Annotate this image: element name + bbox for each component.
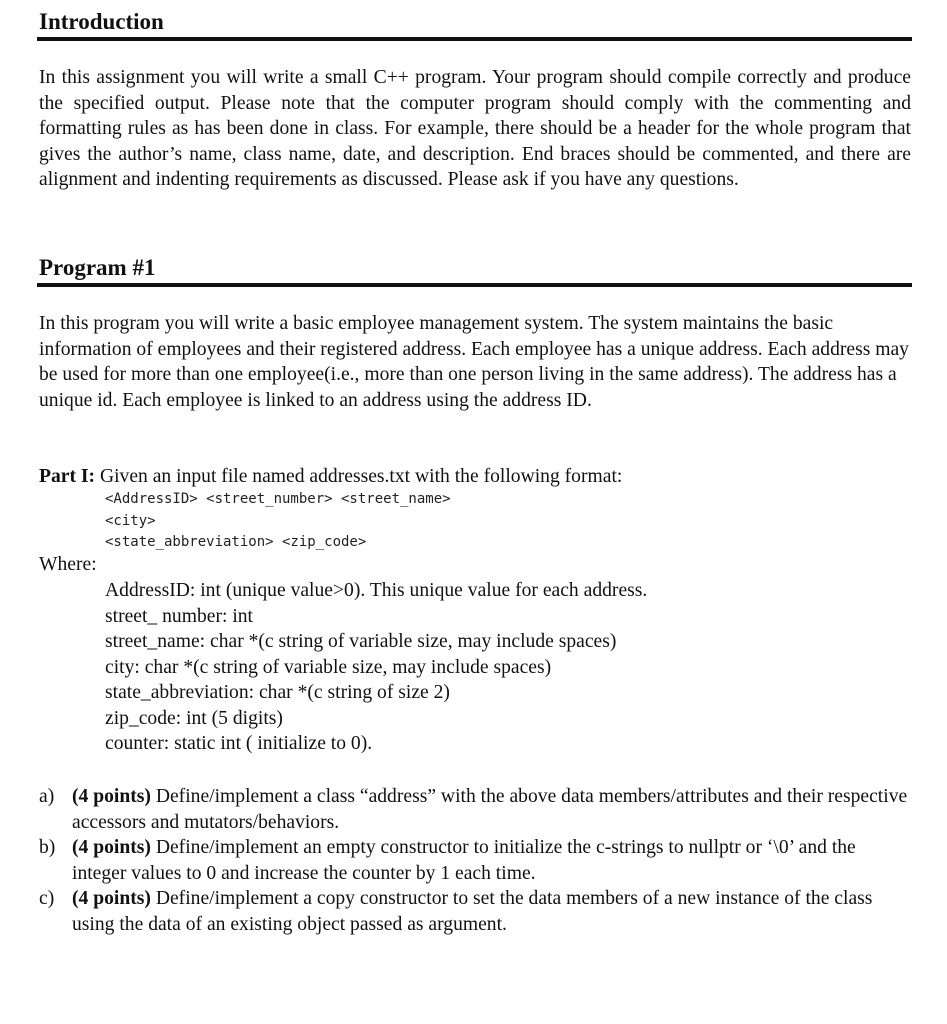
question-a <box>39 784 911 835</box>
definition-city: city: char *(c string of variable size, may include spaces) <box>105 656 552 678</box>
definition-state-abbreviation: state_abbreviation: char *(c string of size 2) <box>105 682 450 703</box>
program1-rule <box>37 283 912 287</box>
question-c-label: c) <box>39 888 55 909</box>
definition-address-id: AddressID: int (unique value>0). This unique value for each address. <box>105 580 648 601</box>
questions-list <box>39 784 911 937</box>
definition-zip-code: zip_code: int (5 digits) <box>105 707 283 729</box>
question-b-label: b) <box>39 837 56 858</box>
format-line-2: <city> <box>105 512 156 529</box>
format-block <box>105 489 451 554</box>
question-a-text: Define/implement a class “address” with the above data members/attributes and their respective accessors and mutators/behaviors. <box>72 786 908 833</box>
question-a-points: (4 points) <box>72 786 151 807</box>
question-b-points: (4 points) <box>72 837 151 858</box>
question-b-text: Define/implement an empty constructor to initialize the c-strings to nullptr or ‘\0’ and the integer values to 0 and increase the counter by 1 each time. <box>72 837 856 884</box>
definition-street-number: street_ number: int <box>105 605 254 627</box>
part1-intro <box>39 464 911 490</box>
part1-label: Part I: <box>39 466 96 487</box>
format-line-3: <state_abbreviation> <zip_code> <box>105 534 367 550</box>
definition-counter: counter: static int ( initialize to 0). <box>105 733 373 754</box>
question-c-text: Define/implement a copy constructor to set the data members of a new instance of the class using the data of an existing object passed as argument. <box>72 888 873 935</box>
part1-text: Given an input file named addresses.txt with the following format: <box>95 466 623 487</box>
where-label: Where: <box>39 554 97 575</box>
program1-paragraph: In this program you will write a basic employee management system. The system maintains the basic information of employees and their registered address. Each employee has a unique address. Each address may be used for more than one employee(i.e., more than one person living in the same address). The address has a unique id. Each employee is linked to an address using the address ID. <box>39 313 909 411</box>
question-b <box>39 835 911 886</box>
program1-heading: Program #1 <box>39 255 156 280</box>
introduction-heading: Introduction <box>39 9 164 34</box>
introduction-paragraph: In this assignment you will write a small C++ program. Your program should compile correctly and produce the specified output. Please note that the computer program should comply with the commenting and formatting rules as has been done in class. For example, there should be a header for the whole program that gives the author’s name, class name, date, and description. End braces should be commented, and there are alignment and indenting requirements as discussed. Please ask if you have any questions. <box>39 67 911 190</box>
question-a-label: a) <box>39 786 55 807</box>
introduction-rule <box>37 37 912 41</box>
definition-street-name: street_name: char *(c string of variable size, may include spaces) <box>105 631 617 652</box>
format-line-1: <AddressID> <street_number> <street_name> <box>105 491 451 507</box>
question-c <box>39 886 911 937</box>
definitions-list <box>105 578 905 757</box>
question-c-points: (4 points) <box>72 888 151 909</box>
